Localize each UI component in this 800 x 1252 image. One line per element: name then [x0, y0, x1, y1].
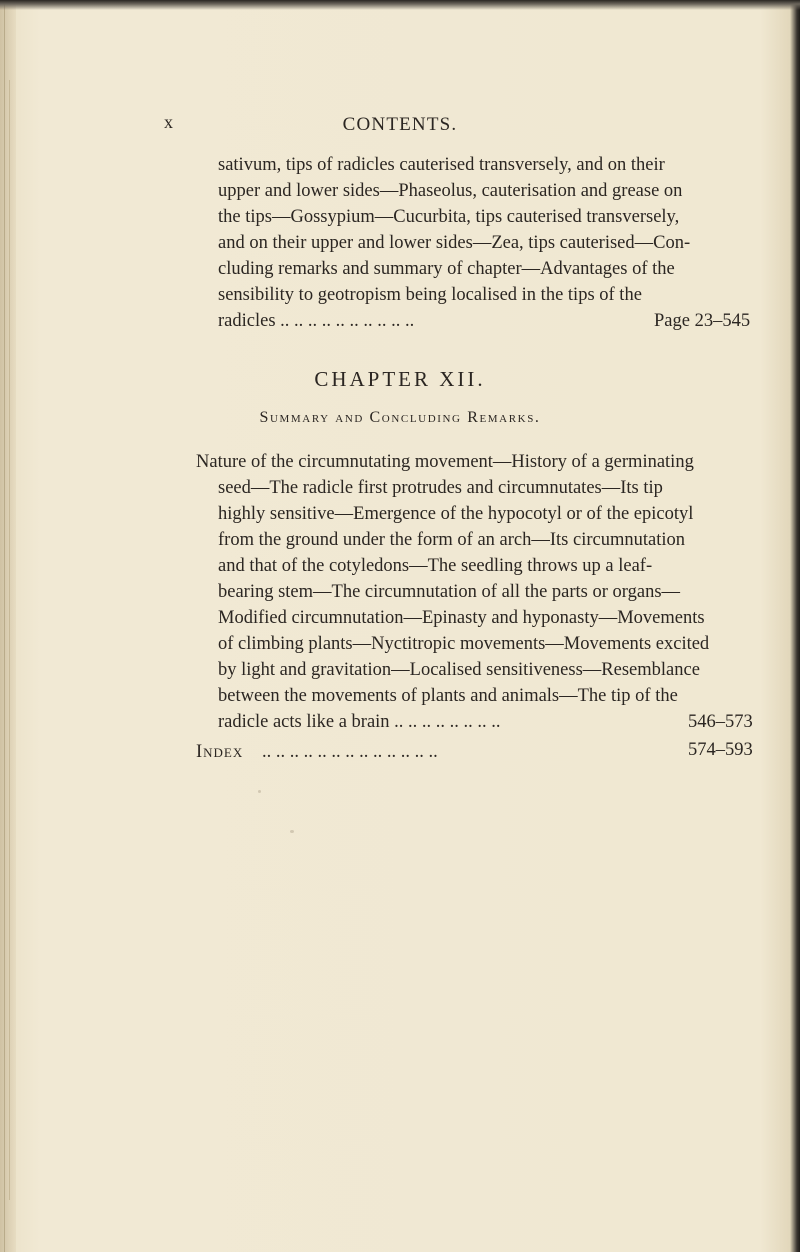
- text-line: the tips—Gossypium—Cucurbita, tips cauterised transversely,: [218, 207, 680, 227]
- page-reference: 574–593: [688, 740, 753, 760]
- text-line: seed—The radicle first protrudes and circumnutates—Its tip: [218, 478, 663, 498]
- paper-speck: [290, 830, 294, 833]
- text-line: Nature of the circumnutating movement—History of a germinating: [196, 452, 694, 472]
- text-line: sensibility to geotropism being localised in the tips of the: [218, 285, 642, 305]
- page-top-edge: [0, 0, 800, 10]
- text-line: and that of the cotyledons—The seedling throws up a leaf-: [218, 556, 653, 576]
- text-line: cluding remarks and summary of chapter—Advantages of the: [218, 259, 675, 279]
- index-label: Index: [196, 742, 244, 762]
- text-line: radicles .. .. .. .. .. .. .. .. .. ..: [218, 311, 415, 331]
- chapter-subtitle: Summary and Concluding Remarks.: [259, 409, 541, 426]
- text-line: sativum, tips of radicles cauterised transversely, and on their: [218, 155, 665, 175]
- text-line: upper and lower sides—Phaseolus, cauterisation and grease on: [218, 181, 683, 201]
- page-reference: Page 23–545: [654, 311, 751, 331]
- page-title: CONTENTS.: [342, 114, 458, 135]
- page-binding-edge: [0, 0, 16, 1252]
- folio-number: x: [164, 112, 173, 132]
- text-line: radicle acts like a brain .. .. .. .. .. .. .. ..: [218, 712, 501, 732]
- index-leaders: .. .. .. .. .. .. .. .. .. .. .. .. ..: [262, 742, 438, 762]
- page-reference: 546–573: [688, 712, 753, 732]
- text-line: Modified circumnutation—Epinasty and hyponasty—Movements: [218, 608, 705, 628]
- text-line: of climbing plants—Nyctitropic movements—Movements excited: [218, 634, 710, 654]
- text-line: from the ground under the form of an arch—Its circumnutation: [218, 530, 685, 550]
- paper-speck: [258, 790, 261, 793]
- running-head: [0, 110, 800, 140]
- text-line: between the movements of plants and animals—The tip of the: [218, 686, 678, 706]
- text-line: and on their upper and lower sides—Zea, tips cauterised—Con-: [218, 233, 691, 253]
- text-line: bearing stem—The circumnutation of all the parts or organs—: [218, 582, 681, 602]
- chapter-title: CHAPTER XII.: [314, 367, 486, 391]
- text-line: highly sensitive—Emergence of the hypocotyl or of the epicotyl: [218, 504, 694, 524]
- text-line: by light and gravitation—Localised sensitiveness—Resemblance: [218, 660, 700, 680]
